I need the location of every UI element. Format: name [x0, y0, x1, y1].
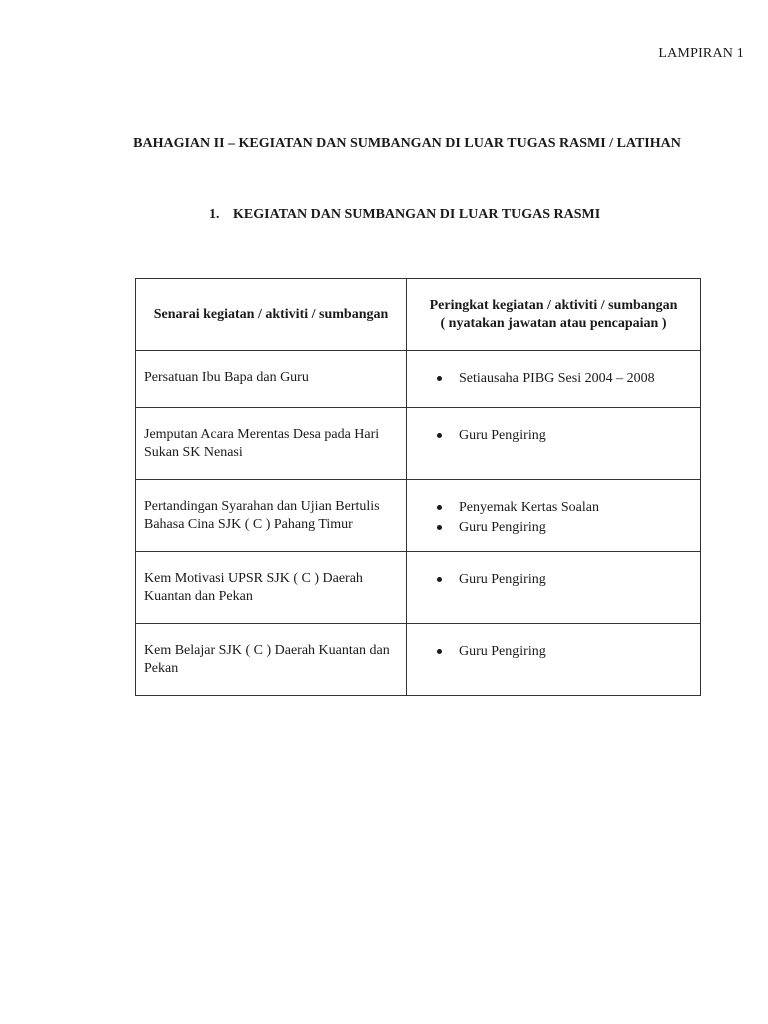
role-text: Guru Pengiring	[459, 520, 546, 535]
activity-cell: Jemputan Acara Merentas Desa pada Hari Sukan SK Nenasi	[136, 408, 407, 480]
activity-cell: Persatuan Ibu Bapa dan Guru	[136, 351, 407, 408]
bullet-icon	[437, 525, 442, 530]
role-text: Guru Pengiring	[459, 428, 546, 443]
role-cell	[407, 408, 701, 480]
role-text: Setiausaha PIBG Sesi 2004 – 2008	[459, 371, 655, 386]
activity-cell: Kem Belajar SJK ( C ) Daerah Kuantan dan Pekan	[136, 624, 407, 696]
role-list	[437, 369, 692, 389]
role-text: Guru Pengiring	[459, 572, 546, 587]
role-cell	[407, 351, 701, 408]
activity-cell: Kem Motivasi UPSR SJK ( C ) Daerah Kuantan dan Pekan	[136, 552, 407, 624]
table-row	[136, 351, 701, 408]
header-activity-level-line2: ( nyatakan jawatan atau pencapaian )	[440, 315, 667, 331]
role-text: Guru Pengiring	[459, 644, 546, 659]
role-item	[437, 642, 692, 662]
role-item	[437, 426, 692, 446]
section-title: BAHAGIAN II – KEGIATAN DAN SUMBANGAN DI LUAR TUGAS RASMI / LATIHAN	[133, 136, 681, 151]
bullet-icon	[437, 376, 442, 381]
role-cell	[407, 624, 701, 696]
bullet-icon	[437, 505, 442, 510]
role-cell	[407, 480, 701, 552]
table-header-row	[136, 279, 701, 351]
bullet-icon	[437, 649, 442, 654]
role-item	[437, 369, 692, 389]
role-item	[437, 518, 692, 538]
role-list	[437, 498, 692, 538]
table-row	[136, 624, 701, 696]
role-cell	[407, 552, 701, 624]
role-item	[437, 570, 692, 590]
subsection-number: 1.	[209, 207, 220, 222]
table-row	[136, 480, 701, 552]
subsection-title: KEGIATAN DAN SUMBANGAN DI LUAR TUGAS RASMI	[233, 207, 601, 222]
role-list	[437, 642, 692, 662]
subsection-heading	[209, 207, 600, 223]
role-list	[437, 570, 692, 590]
table-row	[136, 552, 701, 624]
header-activity-list: Senarai kegiatan / aktiviti / sumbangan	[136, 279, 407, 351]
activities-table	[135, 278, 701, 696]
role-item	[437, 498, 692, 518]
appendix-label: LAMPIRAN 1	[658, 46, 744, 61]
activity-cell: Pertandingan Syarahan dan Ujian Bertulis Bahasa Cina SJK ( C ) Pahang Timur	[136, 480, 407, 552]
role-list	[437, 426, 692, 446]
bullet-icon	[437, 577, 442, 582]
table-row	[136, 408, 701, 480]
header-activity-level	[407, 279, 701, 351]
role-text: Penyemak Kertas Soalan	[459, 500, 599, 515]
header-activity-level-line1: Peringkat kegiatan / aktiviti / sumbangan	[429, 297, 678, 313]
bullet-icon	[437, 433, 442, 438]
